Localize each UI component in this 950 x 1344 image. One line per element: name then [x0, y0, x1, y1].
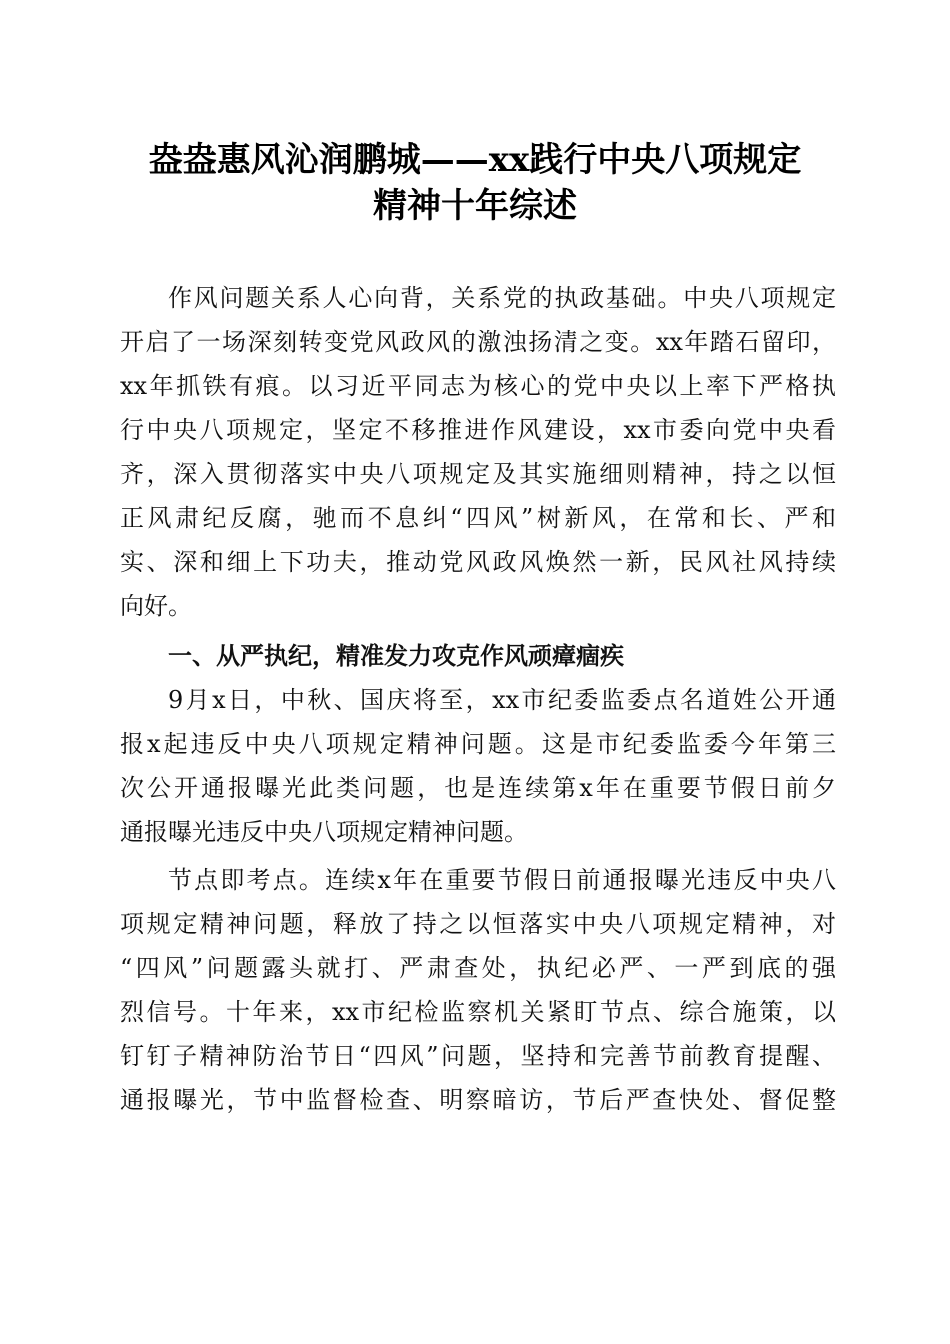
document-title-line-2: 精神十年综述	[373, 186, 577, 226]
paragraph-3-line: 钉钉子精神防治节日“四风”问题，坚持和完善节前教育提醒、	[120, 1042, 836, 1070]
paragraph-3-line: 项规定精神问题，释放了持之以恒落实中央八项规定精神，对	[120, 910, 836, 938]
paragraph-3-line: 通报曝光，节中监督检查、明察暗访，节后严查快处、督促整	[120, 1086, 836, 1114]
paragraph-2-line: 通报曝光违反中央八项规定精神问题。	[120, 818, 528, 846]
paragraph-1-line: 正风肃纪反腐，驰而不息纠“四风”树新风，在常和长、严和	[120, 504, 836, 532]
paragraph-1-line: 开启了一场深刻转变党风政风的激浊扬清之变。xx年踏石留印，	[120, 328, 836, 356]
paragraph-1-line: 行中央八项规定，坚定不移推进作风建设，xx市委向党中央看	[120, 416, 836, 444]
paragraph-1-line: 作风问题关系人心向背，关系党的执政基础。中央八项规定	[168, 284, 836, 312]
section-heading: 一、从严执纪，精准发力攻克作风顽瘴痼疾	[168, 642, 624, 670]
paragraph-2-line: 9月x日，中秋、国庆将至，xx市纪委监委点名道姓公开通	[168, 686, 836, 714]
paragraph-3-line: 节点即考点。连续x年在重要节假日前通报曝光违反中央八	[168, 866, 836, 894]
paragraph-2-line: 次公开通报曝光此类问题，也是连续第x年在重要节假日前夕	[120, 774, 836, 802]
paragraph-1-line: 向好。	[120, 592, 192, 620]
paragraph-2-line: 报x起违反中央八项规定精神问题。这是市纪委监委今年第三	[120, 730, 836, 758]
paragraph-1-line: 实、深和细上下功夫，推动党风政风焕然一新，民风社风持续	[120, 548, 836, 576]
paragraph-3-line: “四风”问题露头就打、严肃查处，执纪必严、一严到底的强	[120, 954, 836, 982]
paragraph-3-line: 烈信号。十年来，xx市纪检监察机关紧盯节点、综合施策，以	[120, 998, 836, 1026]
document-title-line-1: 盎盎惠风沁润鹏城——xx践行中央八项规定	[148, 140, 802, 180]
paragraph-1-line: 齐，深入贯彻落实中央八项规定及其实施细则精神，持之以恒	[120, 460, 836, 488]
paragraph-1-line: xx年抓铁有痕。以习近平同志为核心的党中央以上率下严格执	[120, 372, 836, 400]
